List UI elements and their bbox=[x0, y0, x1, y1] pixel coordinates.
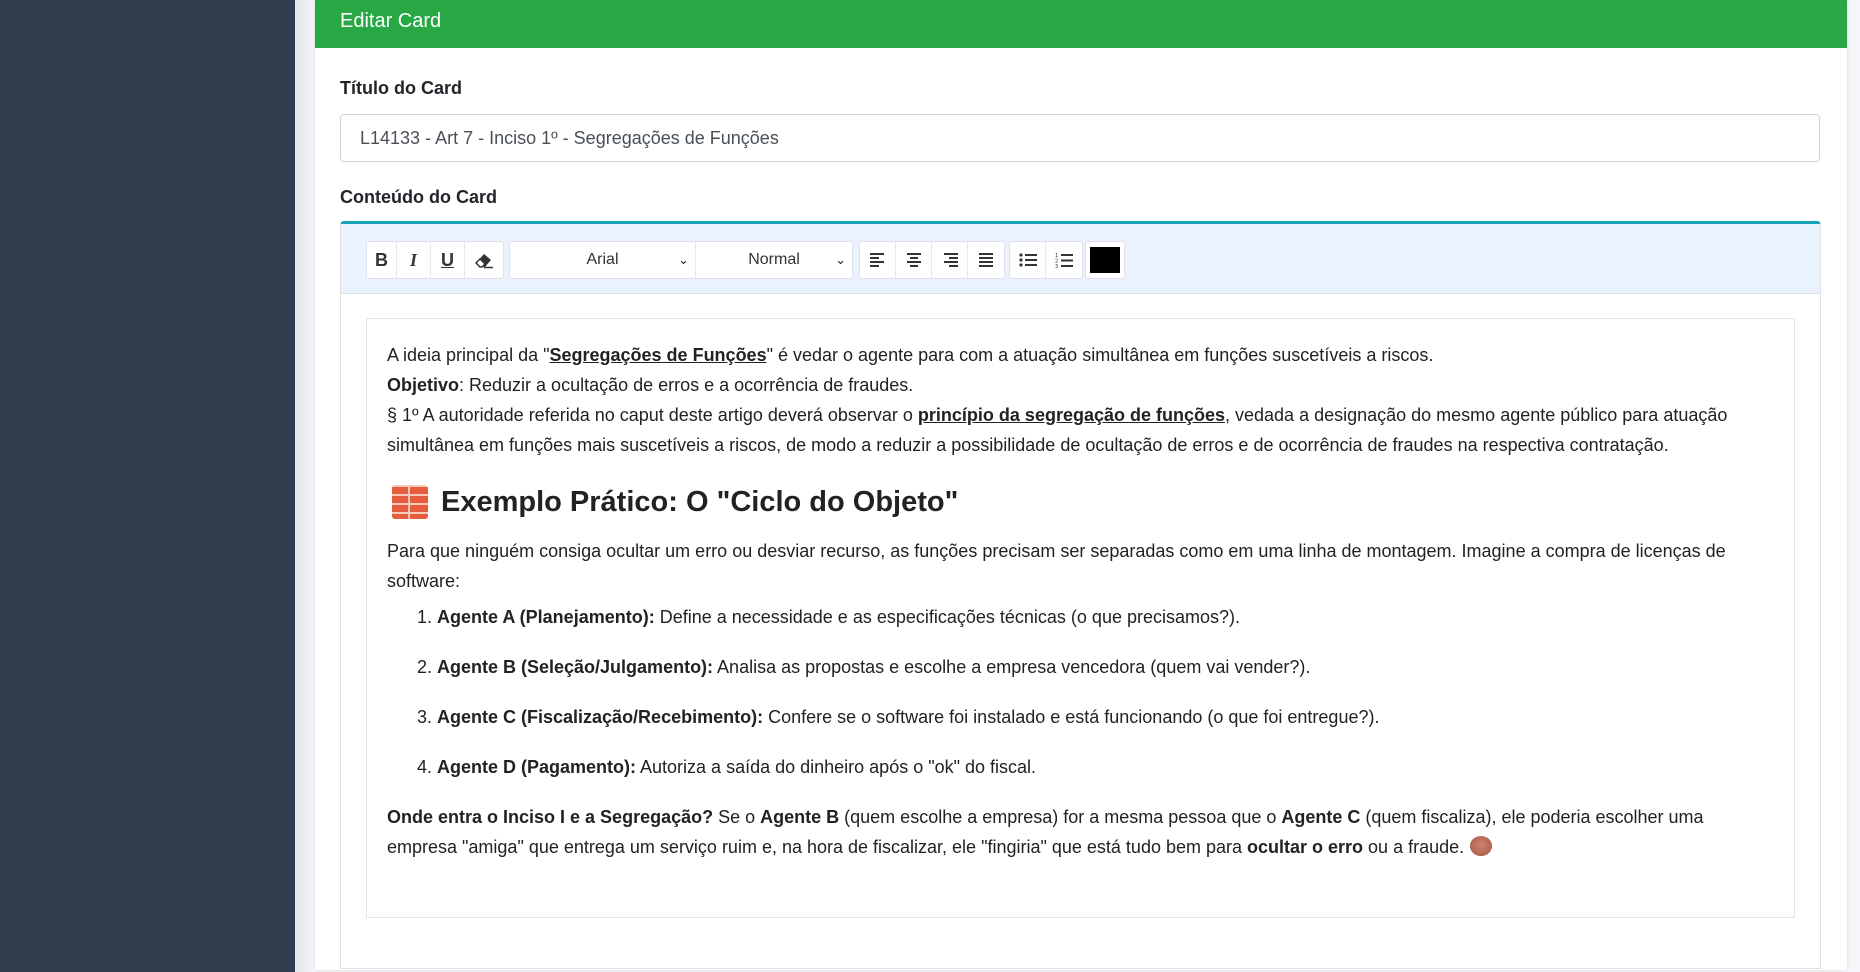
agent-a-text: Define a necessidade e as especificações técnicas (o que precisamos?). bbox=[654, 607, 1241, 627]
objective-text: : Reduzir a ocultação de erros e a ocorrência de fraudes. bbox=[459, 375, 914, 395]
align-justify-icon[interactable] bbox=[968, 242, 1004, 278]
font-family-value: Arial bbox=[586, 251, 619, 268]
svg-text:1: 1 bbox=[1055, 253, 1059, 259]
law-text-end: , vedada a designação do mesmo agente público para atuação simultânea em funções mais suscetíveis a riscos, de modo a reduzir a possibilidade de ocultação de erros e de ocorrência de fraudes na respectiva contratação. bbox=[387, 405, 1728, 455]
agent-d-label: Agente D (Pagamento): bbox=[437, 757, 637, 777]
italic-button[interactable]: I bbox=[397, 242, 431, 278]
svg-text:2: 2 bbox=[1055, 258, 1059, 265]
paragraph-intro bbox=[387, 340, 1774, 370]
format-group bbox=[366, 241, 504, 279]
objective-label: Objetivo bbox=[387, 375, 460, 395]
list-item bbox=[437, 702, 1774, 732]
example-heading bbox=[387, 472, 1774, 532]
bullet-list-icon[interactable] bbox=[1010, 242, 1046, 278]
agent-d-text: Autoriza a saída do dinheiro após o "ok" do fiscal. bbox=[636, 757, 1037, 777]
rich-text-editor bbox=[340, 221, 1821, 969]
sidebar-divider bbox=[295, 0, 313, 972]
principio-link[interactable]: princípio da segregação de funções bbox=[917, 405, 1226, 425]
conclusion-text: ou a fraude. bbox=[1363, 837, 1465, 857]
edit-card-panel bbox=[315, 0, 1847, 970]
list-item bbox=[437, 652, 1774, 682]
list-item bbox=[437, 602, 1774, 632]
card-header-title: Editar Card bbox=[315, 0, 1847, 48]
bold-button[interactable]: B bbox=[367, 242, 397, 278]
font-group bbox=[509, 241, 853, 279]
chevron-down-icon: ⌄ bbox=[678, 252, 689, 267]
underline-button[interactable]: U bbox=[431, 242, 465, 278]
paragraph-law bbox=[387, 400, 1774, 460]
color-swatch bbox=[1090, 247, 1120, 273]
sidebar bbox=[0, 0, 295, 972]
svg-text:3: 3 bbox=[1055, 264, 1059, 268]
font-family-select[interactable] bbox=[510, 242, 696, 278]
agent-a-label: Agente A (Planejamento): bbox=[437, 607, 655, 627]
numbered-list-icon[interactable] bbox=[1046, 242, 1082, 278]
chevron-down-icon: ⌄ bbox=[835, 252, 846, 267]
paragraph-conclusion bbox=[387, 802, 1774, 862]
conclusion-text: (quem escolhe a empresa) for a mesma pessoa que o bbox=[839, 807, 1282, 827]
align-center-icon[interactable] bbox=[896, 242, 932, 278]
list-item bbox=[437, 752, 1774, 782]
conclusion-text: (quem fiscaliza), ele poderia escolher uma empresa "amiga" que entrega um serviço ruim e, na hora de fiscalizar, ele "fingiria" que está tudo bem para bbox=[387, 807, 1704, 857]
color-group bbox=[1085, 241, 1125, 279]
text-color-button[interactable] bbox=[1086, 242, 1124, 278]
agent-c-text: Confere se o software foi instalado e está funcionando (o que foi entregue?). bbox=[763, 707, 1380, 727]
agent-b-text: Analisa as propostas e escolhe a empresa vencedora (quem vai vender?). bbox=[713, 657, 1311, 677]
agent-c-label: Agente C (Fiscalização/Recebimento): bbox=[437, 707, 764, 727]
hide-error-ref: ocultar o erro bbox=[1247, 837, 1364, 857]
agent-b-label: Agente B (Seleção/Julgamento): bbox=[437, 657, 714, 677]
agent-c-ref: Agente C bbox=[1281, 807, 1361, 827]
eraser-icon[interactable] bbox=[465, 242, 503, 278]
paragraph-objective bbox=[387, 370, 1774, 400]
align-left-icon[interactable] bbox=[860, 242, 896, 278]
segregacoes-link[interactable]: Segregações de Funções bbox=[549, 345, 767, 365]
agent-b-ref: Agente B bbox=[760, 807, 840, 827]
example-intro: Para que ninguém consiga ocultar um erro ou desviar recurso, as funções precisam ser separadas como em uma linha de montagem. Imagine a compra de licenças de software: bbox=[387, 541, 1726, 591]
editor-content[interactable] bbox=[366, 318, 1795, 918]
content-label: Conteúdo do Card bbox=[340, 187, 497, 207]
align-group bbox=[859, 241, 1005, 279]
law-text: § 1º A autoridade referida no caput deste artigo deverá observar o bbox=[387, 405, 918, 425]
intro-text: A ideia principal da " bbox=[387, 345, 550, 365]
example-heading-text: Exemplo Prático: O "Ciclo do Objeto" bbox=[441, 486, 959, 518]
conclusion-text: Se o bbox=[713, 807, 761, 827]
editor-toolbar bbox=[341, 224, 1820, 294]
agents-list bbox=[387, 602, 1774, 782]
list-group bbox=[1009, 241, 1083, 279]
title-label: Título do Card bbox=[340, 78, 462, 98]
intro-text-end: " é vedar o agente para com a atuação simultânea em funções suscetíveis a riscos. bbox=[766, 345, 1434, 365]
align-right-icon[interactable] bbox=[932, 242, 968, 278]
card-title-input[interactable] bbox=[340, 114, 1820, 162]
see-no-evil-monkey-icon bbox=[1470, 836, 1492, 856]
font-size-select[interactable] bbox=[696, 242, 852, 278]
conclusion-question: Onde entra o Inciso I e a Segregação? bbox=[387, 807, 714, 827]
brick-icon bbox=[392, 485, 428, 519]
font-size-value: Normal bbox=[748, 251, 800, 268]
